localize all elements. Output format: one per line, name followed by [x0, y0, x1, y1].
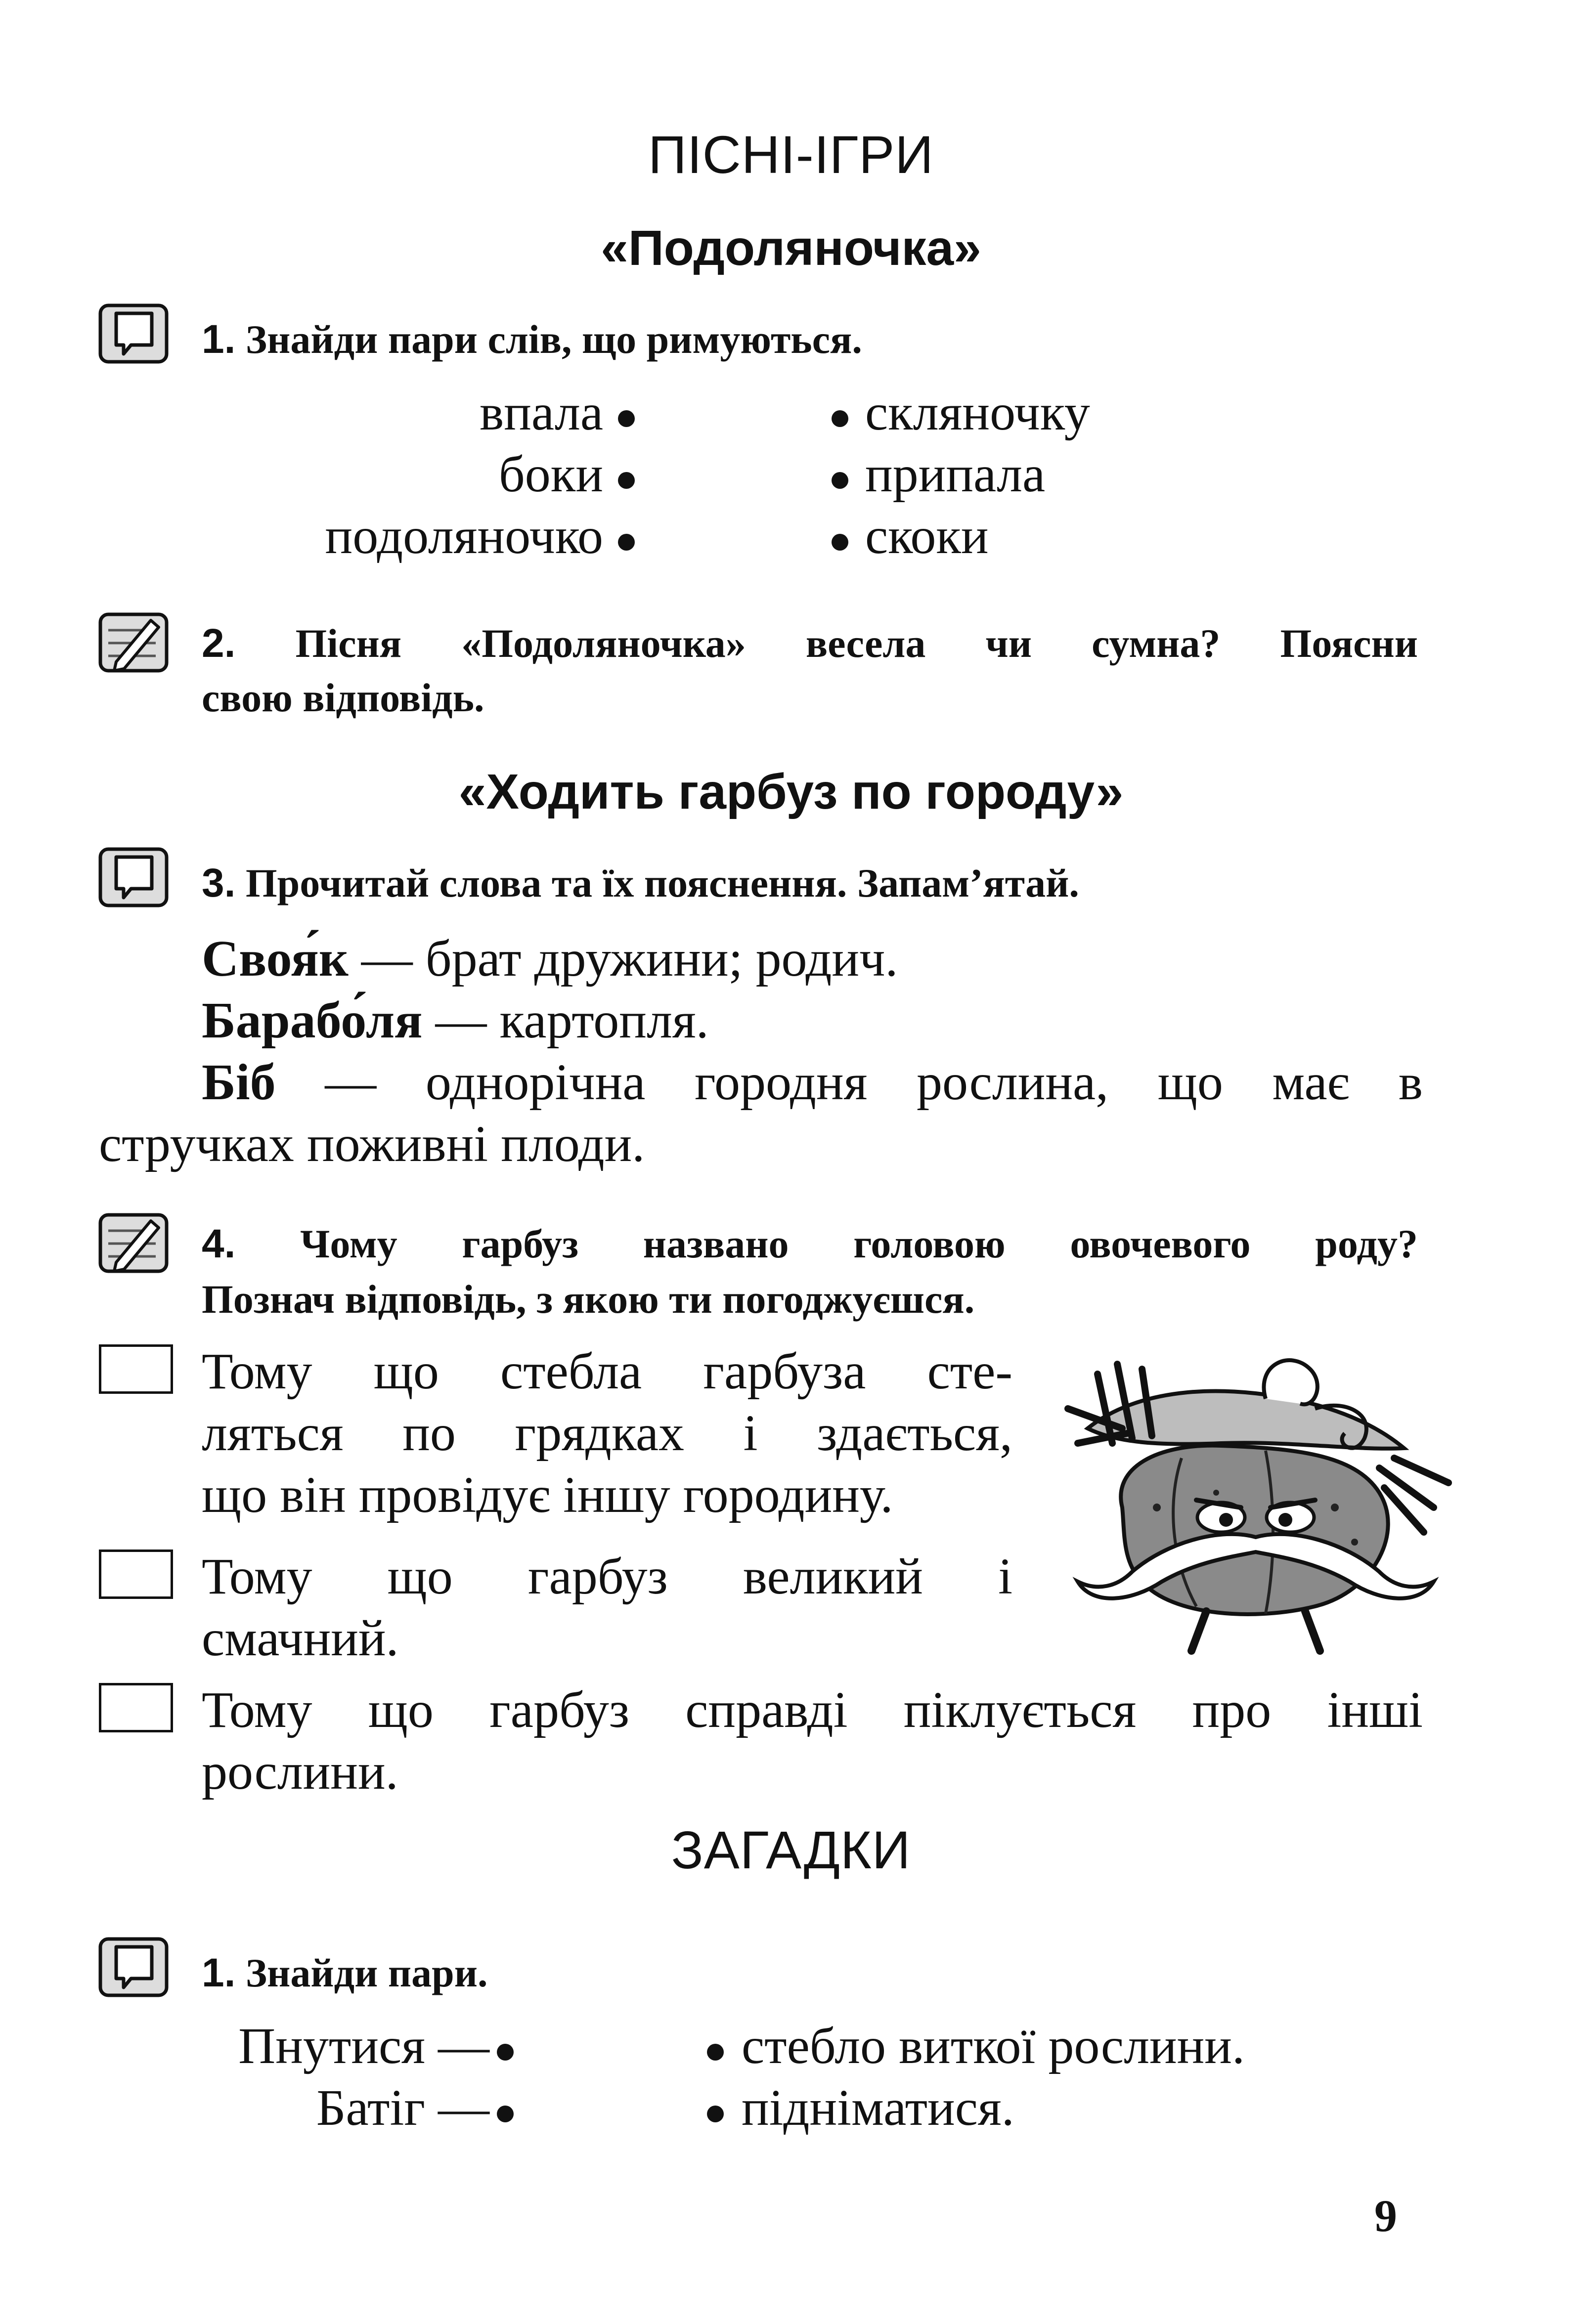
term-barabolya: Барабо́ля [202, 992, 423, 1049]
rhyme-left-1: впала [480, 384, 603, 441]
option1-line3: що він провідує іншу городину. [202, 1466, 893, 1523]
match-dot-left-1[interactable] [618, 410, 635, 427]
option1-line2: ляться по грядках і здається, [202, 1405, 1012, 1462]
definition-bib [202, 1053, 1423, 1112]
pumpkin-character-illustration [1058, 1344, 1453, 1661]
pair-left-1: Пнутися — [238, 2018, 489, 2074]
read-task-icon [96, 845, 171, 909]
pair-right-2: підніматися. [742, 2079, 1014, 2136]
rhyme-left-2: боки [498, 446, 603, 503]
match-dot-left-3[interactable] [618, 534, 635, 551]
rhyme-right-2: припала [865, 446, 1046, 503]
task1-number: 1. [202, 317, 236, 362]
pair-dot-left-2[interactable] [497, 2106, 514, 2122]
task4-text-line2: Познач відповідь, з якою ти погоджуєшся. [202, 1277, 975, 1322]
task3-instruction [202, 860, 1079, 906]
page-number: 9 [1374, 2191, 1397, 2241]
match-dot-right-2[interactable] [832, 472, 848, 489]
task1-instruction [202, 316, 862, 363]
task4-number: 4. [202, 1221, 236, 1266]
task2-number: 2. [202, 621, 236, 666]
def-barabolya: — картопля. [422, 992, 709, 1049]
task2-text-line1: Пісня «Подоляночка» весела чи сумна? Поясни [295, 621, 1418, 666]
task4-line1 [202, 1221, 1418, 1267]
option2-line2: смачний. [202, 1610, 399, 1667]
song-title-harbuz: «Ходить гарбуз по городу» [458, 764, 1124, 819]
option3-line2: рослини. [202, 1743, 398, 1800]
task2-text-line2: свою відповідь. [202, 675, 484, 720]
answer-checkbox-3[interactable] [99, 1683, 173, 1732]
rhyme-right-3: скоки [865, 508, 989, 564]
def-svoyak: — брат дружини; родич. [348, 930, 898, 987]
rhyme-left-3: подоляночко [325, 508, 603, 564]
riddles-task1-number: 1. [202, 1950, 236, 1995]
answer-checkbox-2[interactable] [99, 1549, 173, 1599]
match-dot-left-2[interactable] [618, 472, 635, 489]
term-bib: Біб [202, 1054, 276, 1111]
riddles-task1-text: Знайди пари. [245, 1950, 488, 1995]
read-task-icon [96, 301, 171, 366]
definition-barabolya [202, 991, 709, 1050]
pair-dot-left-1[interactable] [497, 2044, 514, 2061]
section-title-riddles: ЗАГАДКИ [671, 1820, 911, 1880]
match-dot-right-3[interactable] [832, 534, 848, 551]
task2-line1 [202, 620, 1418, 667]
option3-line1: Тому що гарбуз справді піклується про інші [202, 1681, 1423, 1738]
task1-text: Знайди пари слів, що римуються. [245, 317, 862, 362]
task3-number: 3. [202, 861, 236, 905]
write-task-icon [96, 610, 171, 675]
song-title-podolyanochka: «Подоляночка» [601, 220, 981, 276]
section-title-songs: ПІСНІ-ІГРИ [648, 125, 934, 184]
read-task-icon [96, 1935, 171, 1999]
definition-bib-cont: стручках поживні плоди. [99, 1116, 645, 1172]
write-task-icon [96, 1211, 171, 1275]
match-dot-right-1[interactable] [832, 410, 848, 427]
option1-line1: Тому що стебла гарбуза сте- [202, 1343, 1012, 1400]
pair-right-1: стебло виткої рослини. [742, 2018, 1245, 2074]
riddles-task1-instruction [202, 1950, 488, 1996]
pair-left-2: Батіг — [316, 2079, 489, 2136]
task3-text: Прочитай слова та їх пояснення. Запам’ятай. [245, 861, 1079, 905]
definition-svoyak [202, 929, 898, 988]
pair-dot-right-2[interactable] [707, 2106, 724, 2122]
answer-checkbox-1[interactable] [99, 1344, 173, 1394]
task4-text-line1: Чому гарбуз названо головою овочевого роду? [300, 1221, 1418, 1266]
option2-line1: Тому що гарбуз великий і [202, 1548, 1012, 1605]
pair-dot-right-1[interactable] [707, 2044, 724, 2061]
term-svoyak: Своя́к [202, 930, 349, 987]
def-bib: — однорічна городня рослина, що має в [275, 1054, 1423, 1111]
rhyme-right-1: скляночку [865, 384, 1090, 441]
